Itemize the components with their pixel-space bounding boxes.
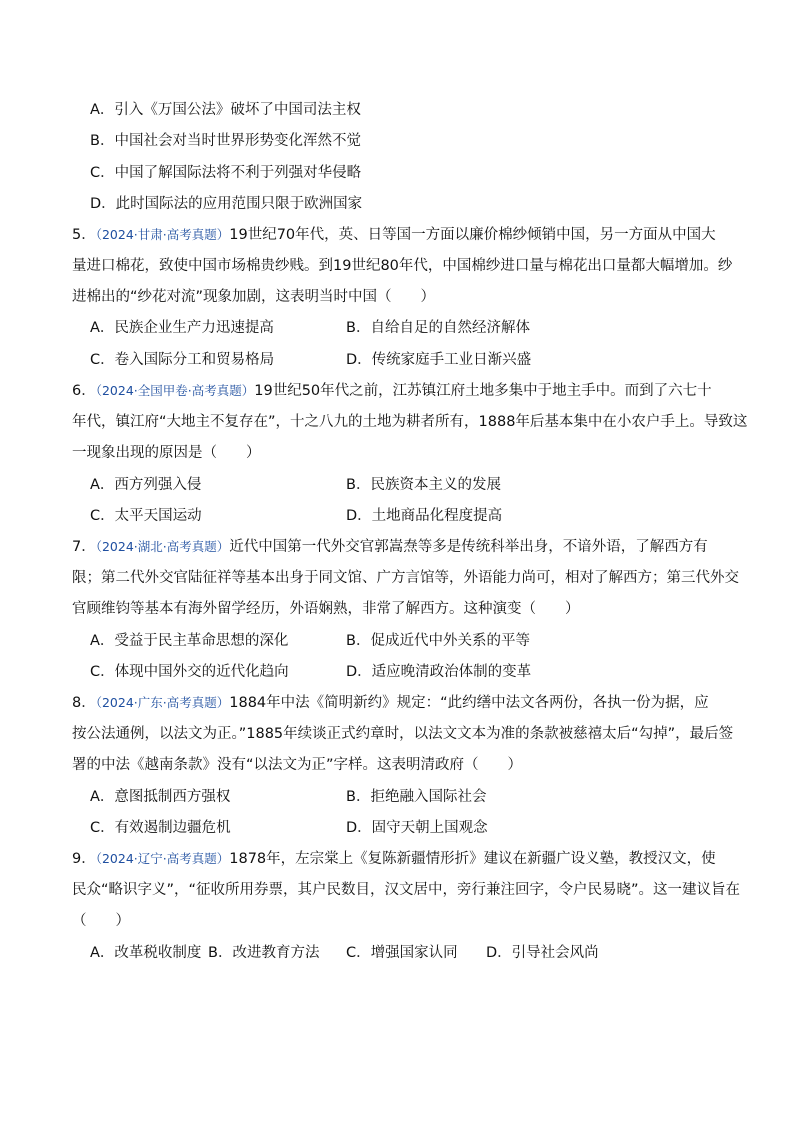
- question-6-line-2: 年代，镇江府“大地主不复存在”，十之八九的土地为耕者所有，1888年后基本集中在小农户手上。导致这: [72, 414, 748, 430]
- question-number: 5．: [72, 227, 96, 243]
- question-8-line-3: 署的中法《越南条款》没有“以法文为正”字样。这表明清政府（ ）: [72, 757, 523, 773]
- question-8-option-a: A．意图抵制西方强权: [90, 789, 231, 805]
- question-text: 近代中国第一代外交官郭嵩焘等多是传统科举出身，不谙外语，了解西方有: [229, 539, 708, 555]
- question-6-option-b: B．民族资本主义的发展: [346, 477, 501, 493]
- question-9-line-3: （ ）: [72, 913, 130, 929]
- question-number: 8．: [72, 695, 96, 711]
- question-number: 6．: [72, 383, 96, 399]
- question-6-option-a: A．西方列强入侵: [90, 477, 202, 493]
- question-text: 1878年，左宗棠上《复陈新疆情形折》建议在新疆广设义塾，教授汉文，使: [229, 851, 716, 867]
- question-9-option-c: C．增强国家认同: [346, 945, 458, 961]
- question-9-line-2: 民众“略识字义”，“征收所用券票，其户民数目，汉文居中，旁行兼注回字，令户民易晓”。这一建议旨在: [72, 882, 741, 898]
- question-8-first-line: [72, 693, 709, 713]
- question-5-option-c: C．卷入国际分工和贸易格局: [90, 352, 275, 368]
- question-7-line-3: 官顾维钧等基本有海外留学经历，外语娴熟，非常了解西方。这种演变（ ）: [72, 601, 580, 617]
- question-7-option-b: B．促成近代中外关系的平等: [346, 633, 530, 649]
- question-7-first-line: [72, 537, 708, 557]
- question-6-option-c: C．太平天国运动: [90, 508, 202, 524]
- question-source: （2024·甘肃·高考真题）: [95, 227, 230, 242]
- question-number: 9．: [72, 851, 96, 867]
- question-9-option-d: D．引导社会风尚: [486, 945, 599, 961]
- prev-option-a: A．引入《万国公法》破坏了中国司法主权: [90, 102, 361, 118]
- question-source: （2024·全国甲卷·高考真题）: [95, 383, 255, 398]
- prev-option-d: D．此时国际法的应用范围只限于欧洲国家: [90, 196, 363, 212]
- question-7-option-c: C．体现中国外交的近代化趋向: [90, 664, 289, 680]
- question-6-first-line: [72, 381, 712, 401]
- question-6-option-d: D．土地商品化程度提高: [346, 508, 503, 524]
- question-7-line-2: 限；第二代外交官陆征祥等基本出身于同文馆、广方言馆等，外语能力尚可，相对了解西方；第三代外交: [72, 570, 739, 586]
- question-8-option-b: B．拒绝融入国际社会: [346, 789, 487, 805]
- question-5-option-a: A．民族企业生产力迅速提高: [90, 320, 274, 336]
- question-8-option-c: C．有效遏制边疆危机: [90, 820, 231, 836]
- question-source: （2024·辽宁·高考真题）: [95, 851, 230, 866]
- question-6-line-3: 一现象出现的原因是（ ）: [72, 445, 261, 461]
- question-9-option-a: A．改革税收制度: [90, 945, 202, 961]
- question-5-option-d: D．传统家庭手工业日渐兴盛: [346, 352, 532, 368]
- question-7-option-d: D．适应晚清政治体制的变革: [346, 664, 532, 680]
- question-8-option-d: D．固守天朝上国观念: [346, 820, 488, 836]
- question-source: （2024·广东·高考真题）: [95, 695, 230, 710]
- question-5-line-3: 进棉出的“纱花对流”现象加剧，这表明当时中国（ ）: [72, 289, 436, 305]
- question-source: （2024·湖北·高考真题）: [95, 539, 230, 554]
- question-text: 19世纪70年代，英、日等国一方面以廉价棉纱倾销中国，另一方面从中国大: [229, 227, 716, 243]
- prev-option-c: C．中国了解国际法将不利于列强对华侵略: [90, 165, 362, 181]
- question-text: 19世纪50年代之前，江苏镇江府土地多集中于地主手中。而到了六七十: [254, 383, 712, 399]
- question-5-option-b: B．自给自足的自然经济解体: [346, 320, 530, 336]
- question-9-first-line: [72, 849, 716, 869]
- question-text: 1884年中法《简明新约》规定：“此约缮中法文各两份，各执一份为据，应: [229, 695, 709, 711]
- question-7-option-a: A．受益于民主革命思想的深化: [90, 633, 289, 649]
- question-8-line-2: 按公法通例，以法文为正。”1885年续谈正式约章时，以法文文本为准的条款被慈禧太后“勾掉”，最后签: [72, 726, 734, 742]
- question-5-line-2: 量进口棉花，致使中国市场棉贵纱贱。到19世纪80年代，中国棉纱进口量与棉花出口量都大幅增加。纱: [72, 258, 733, 274]
- prev-option-b: B．中国社会对当时世界形势变化浑然不觉: [90, 133, 361, 149]
- question-number: 7．: [72, 539, 96, 555]
- question-5-first-line: [72, 225, 716, 245]
- question-9-option-b: B．改进教育方法: [208, 945, 320, 961]
